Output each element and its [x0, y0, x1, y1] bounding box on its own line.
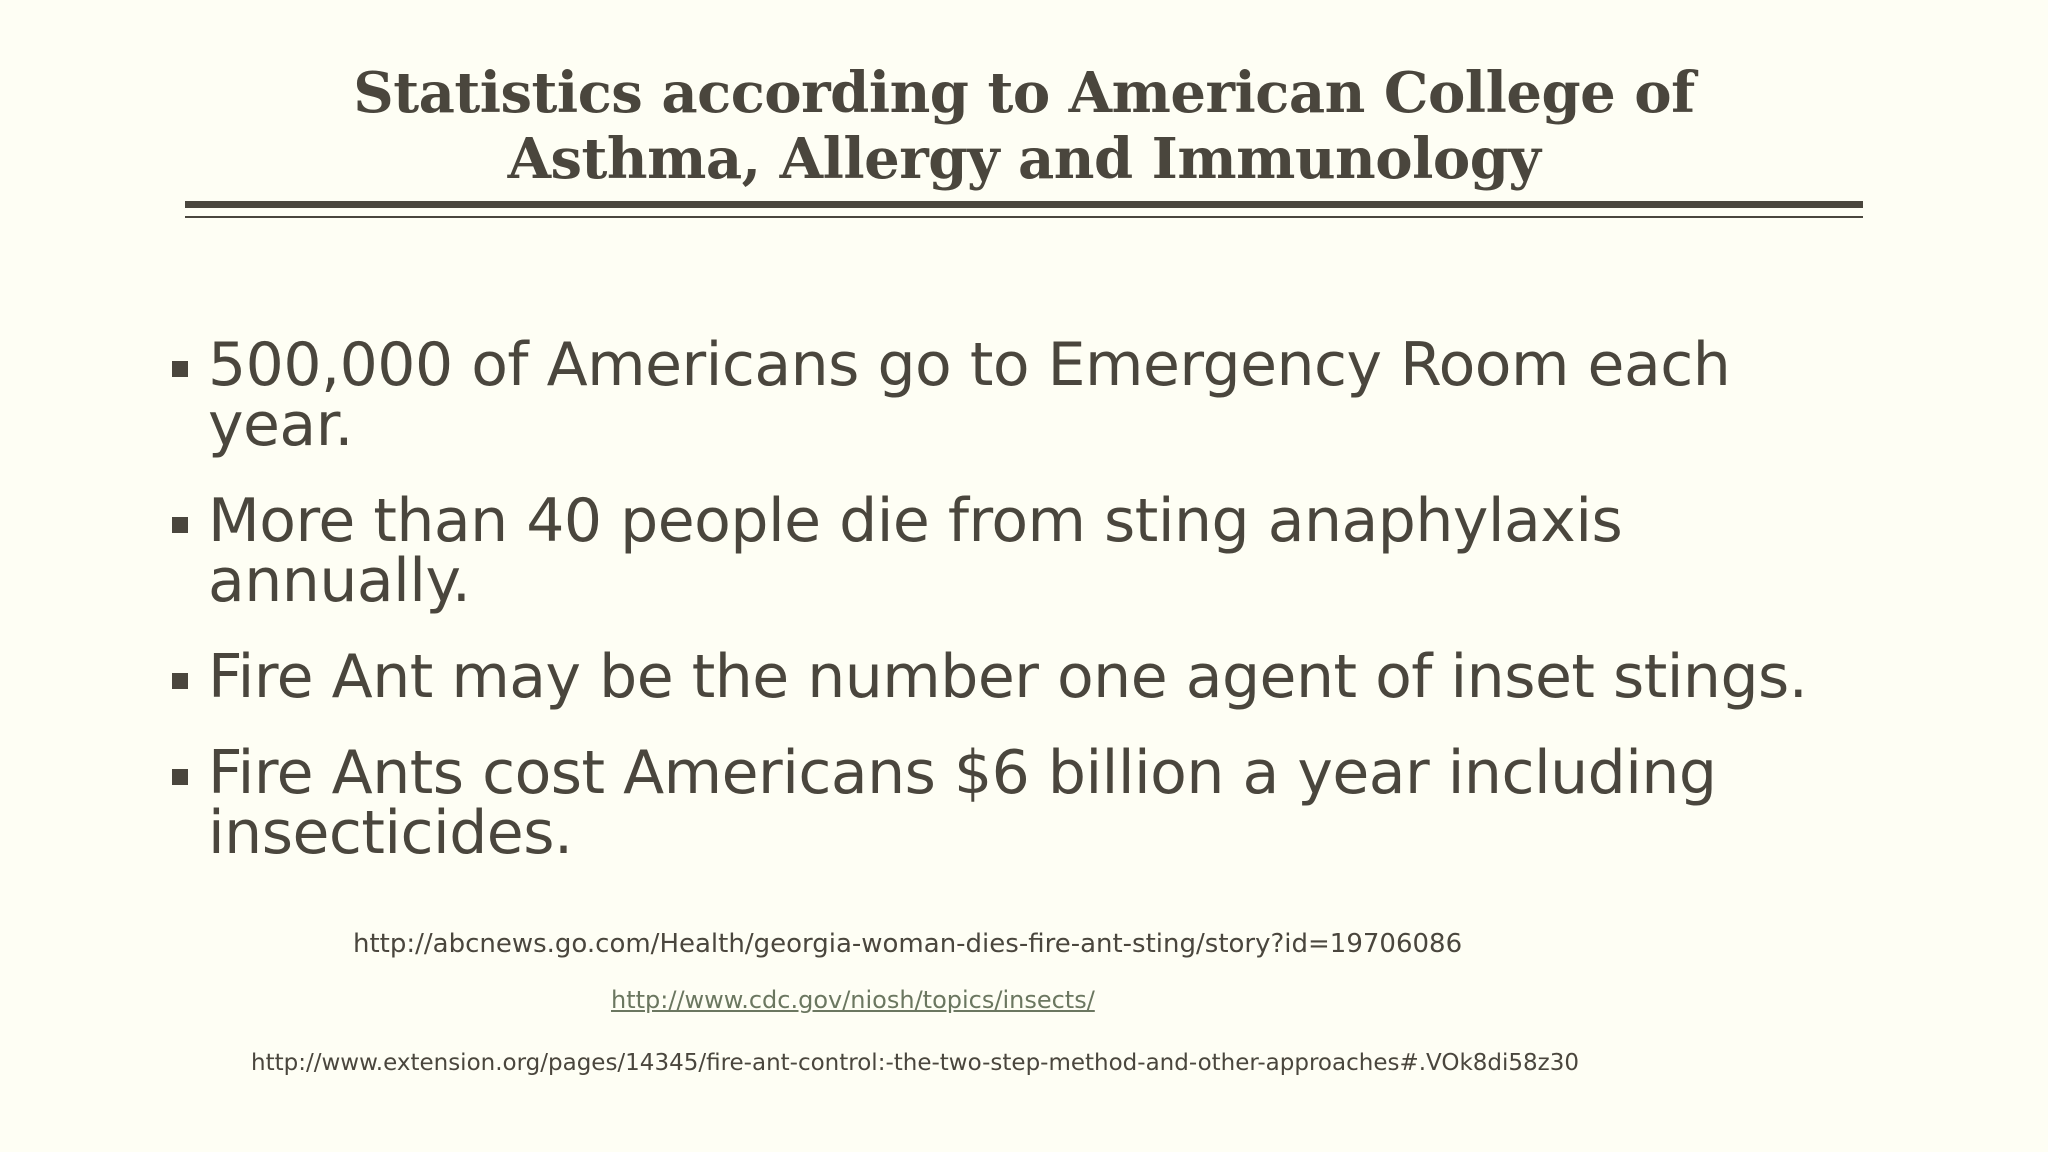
bullet-item — [172, 486, 1872, 616]
title-line-2: Asthma, Allergy and Immunology — [507, 126, 1541, 192]
square-bullet-icon — [172, 769, 188, 785]
bullet-item — [172, 738, 1872, 868]
bullet-text: Fire Ants cost Americans $6 billion a year including insecticides. — [208, 738, 1717, 868]
bullet-text: More than 40 people die from sting anaphylaxis annually. — [208, 486, 1623, 616]
square-bullet-icon — [172, 673, 188, 689]
title-line-1: Statistics according to American College of — [353, 60, 1695, 126]
bullet-text: Fire Ant may be the number one agent of inset stings. — [208, 642, 1808, 712]
source-url-extension: http://www.extension.org/pages/14345/fire-ant-control:-the-two-step-method-and-other-approaches#.VOk8di58z30 — [251, 1050, 1580, 1076]
source-link-cdc[interactable]: http://www.cdc.gov/niosh/topics/insects/ — [611, 986, 1095, 1014]
bullet-text: 500,000 of Americans go to Emergency Room each year. — [208, 330, 1731, 460]
title-divider-thin — [185, 216, 1863, 218]
bullet-list — [172, 330, 1872, 899]
source-url-abcnews: http://abcnews.go.com/Health/georgia-woman-dies-fire-ant-sting/story?id=19706086 — [353, 929, 1463, 959]
square-bullet-icon — [172, 361, 188, 377]
square-bullet-icon — [172, 517, 188, 533]
bullet-item — [172, 330, 1872, 460]
title-divider-thick — [185, 201, 1863, 208]
bullet-item — [172, 642, 1872, 712]
slide-title — [185, 60, 1863, 192]
